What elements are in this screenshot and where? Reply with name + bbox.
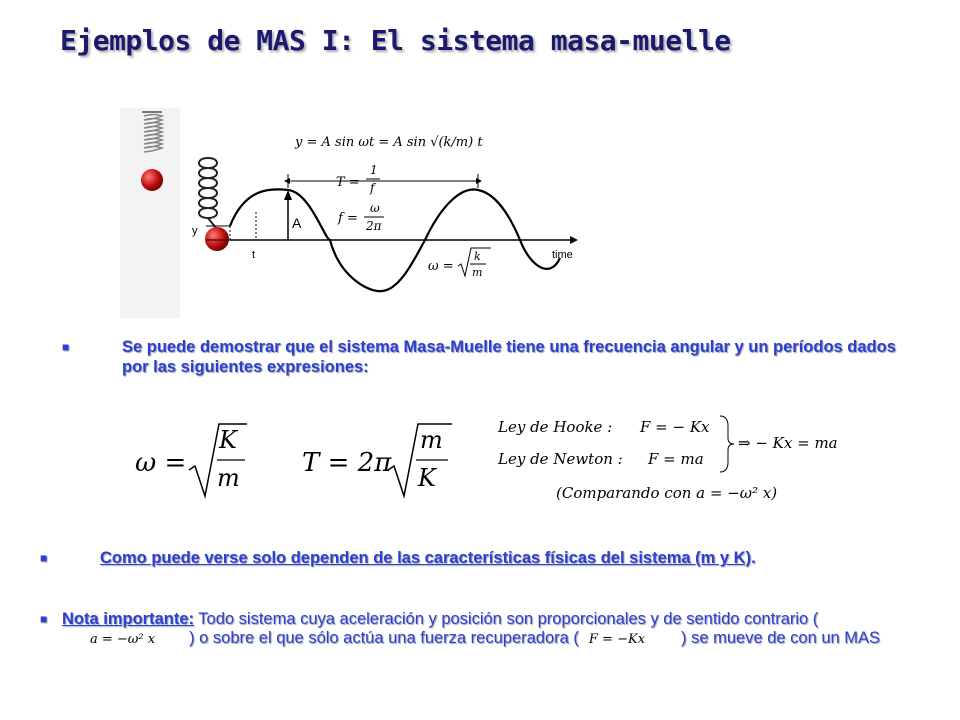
label-t: t [252,249,256,261]
hooke-label: Ley de Hooke : [498,418,613,436]
label-A: A [292,215,302,231]
newton-label: Ley de Newton : [498,450,623,468]
newton-equation: F = ma [648,450,704,468]
bullet-marker: ■ [40,612,48,626]
compare-note: (Comparando con a = −ω² x) [556,484,778,502]
note-formula-b: F = −Kx [588,632,646,647]
equation-T-num: 1 [370,163,378,177]
note-formula-a: a = −ω² x [90,632,156,647]
equation-T-lhs: T = [336,175,360,190]
equation-f-num: ω [370,201,380,215]
equation-w-lhs: ω = [428,259,454,274]
result-equation: ⇒ − Kx = ma [738,434,838,452]
page-title: Ejemplos de MAS I: El sistema masa-muelle [60,24,731,57]
formula-laws [498,414,878,514]
bullet-2-period: . [751,549,756,567]
oscillator-spring-icon [199,158,229,251]
equation-f-den: 2π [366,219,382,233]
formula-omega: ω = K m [135,420,255,500]
bullet-marker: ■ [62,340,70,354]
note-label: Nota importante: [62,610,194,628]
bullet-marker: ■ [40,551,48,565]
bullet-1-text: Se puede demostrar que el sistema Masa-Muelle tiene una frecuencia angular y un períodos dados por las siguientes expresiones: [122,338,896,376]
label-y: y [192,225,198,237]
equation-T-den: f [370,181,375,195]
brace-icon [716,414,736,474]
hooke-equation: F = − Kx [640,418,710,436]
equation-y: y = A sin ωt = A sin √(k/m) t [295,135,483,150]
equation-w-num: k [474,250,481,263]
label-time: time [552,249,573,261]
note-text-b: ) o sobre el que sólo actúa una fuerza recuperadora ( [189,629,579,647]
equation-w-den: m [472,266,483,279]
spring-mass-figure [120,108,600,318]
equation-f-lhs: f = [338,211,358,226]
note-text-c: ) se mueve de con un MAS [681,629,881,647]
formula-period: T = 2π m K [302,420,452,500]
bullet-2-text: Como puede verse solo dependen de las características físicas del sistema (m y K) [100,549,752,567]
note-text-a: Todo sistema cuya aceleración y posición son proporcionales y de sentido contrario ( [194,610,819,628]
